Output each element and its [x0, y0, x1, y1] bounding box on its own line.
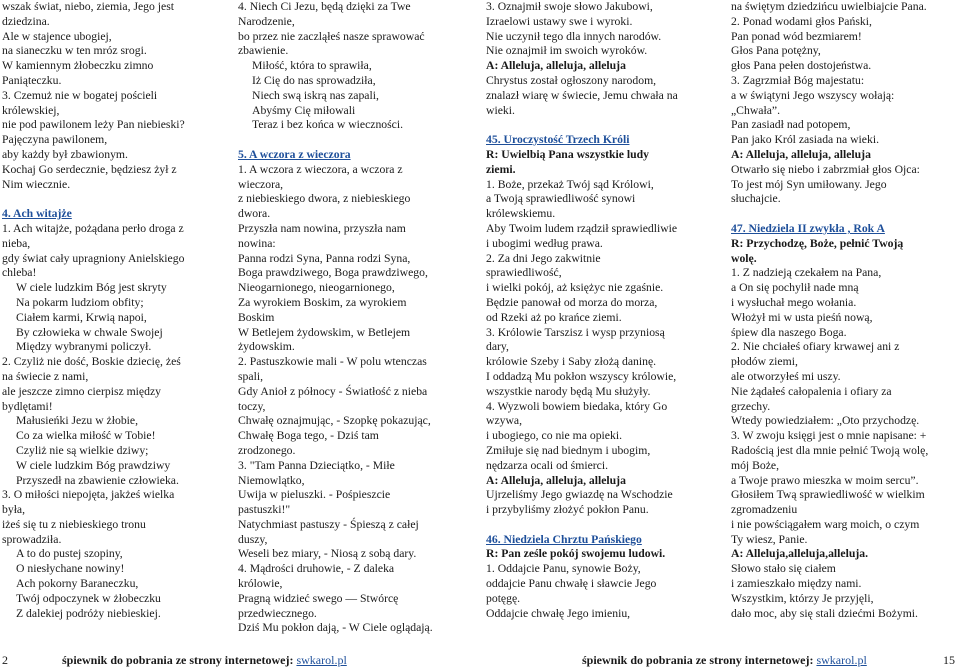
text-line: Małusieńki Jezu w żłobie, — [16, 414, 139, 428]
text-line: Ale w stajence ubogiej, — [2, 29, 112, 43]
text-line: 2. Nie chciałeś ofiary krwawej ani z — [731, 340, 900, 354]
text-line: Miłość, która to sprawiła, — [252, 59, 372, 73]
text-line: Pan jako Król zasiada na wieki. — [731, 133, 879, 147]
footer-link-left[interactable]: swkarol.pl — [296, 653, 347, 667]
text-column-1 — [2, 0, 232, 640]
text-line: słuchajcie. — [731, 192, 781, 206]
text-line: Teraz i bez końca w wieczności. — [252, 118, 404, 132]
text-line: a Twoje prawo mieszka w moim sercu”. — [731, 473, 919, 487]
text-line: sprawiedliwość, — [486, 266, 562, 280]
text-line: Ty wiesz, Panie. — [731, 532, 808, 546]
footer-caption-left — [62, 651, 347, 669]
text-line: Będzie panował od morza do morza, — [486, 295, 658, 309]
text-line: 3. Oznajmił swoje słowo Jakubowi, — [486, 0, 653, 13]
text-line: Czyliż nie są wielkie dziwy; — [16, 443, 149, 457]
text-line: Boga prawdziwego, Boga prawdziwego, — [238, 266, 428, 280]
text-line: królowie, — [238, 577, 283, 591]
text-line: i wysłuchał mego wołania. — [731, 295, 857, 309]
text-line: A to do pustej szopiny, — [16, 547, 123, 561]
text-line: Zmiłuje się nad biednym i ubogim, — [486, 443, 651, 457]
text-line: dało moc, aby się stali dziećmi Bożymi. — [731, 606, 918, 620]
text-line: Wtedy powiedziałem: „Oto przychodzę. — [731, 414, 920, 428]
text-line: Izraelowi ustawy swe i wyroki. — [486, 14, 633, 28]
text-line: 1. Ach witajże, pożądana perło droga z — [2, 221, 184, 235]
text-line: Nie uczynił tego dla innych narodów. — [486, 29, 662, 43]
text-line: płodów ziemi, — [731, 355, 798, 369]
text-line: Wszystkim, którzy Je przyjęli, — [731, 591, 874, 605]
text-line: bydlętami! — [2, 399, 53, 413]
text-line: 3. O miłości niepojęta, jakżeś wielka — [2, 488, 175, 502]
text-line: Przyszła nam nowina, przyszła nam — [238, 221, 406, 235]
text-line: Między wybranymi policzył. — [16, 340, 152, 354]
text-line: duszy, — [238, 532, 268, 546]
text-line: wieki. — [486, 103, 515, 117]
footer-caption-text: śpiewnik do pobrania ze strony internetowej: — [582, 653, 817, 667]
text-line: ale otworzyłeś mi uszy. — [731, 369, 841, 383]
text-line: a w świątyni Jego wszyscy wołają: — [731, 88, 895, 102]
spacer — [486, 518, 722, 533]
refrain-line: R: Przychodzę, Boże, pełnić Twoją — [731, 236, 904, 250]
text-line: znalazł wiarę w świecie, Jemu chwała na — [486, 88, 678, 102]
song-title: 45. Uroczystość Trzech Króli — [486, 133, 630, 147]
refrain-line: ziemi. — [486, 162, 516, 176]
text-line: 3. "Tam Panna Dzieciątko, - Miłe — [238, 458, 395, 472]
text-line: Otwarło się niebo i zabrzmiał głos Ojca: — [731, 162, 920, 176]
text-line: O niesłychane nowiny! — [16, 562, 125, 576]
text-line: i przybyliśmy złożyć pokłon Panu. — [486, 503, 649, 517]
text-line: 1. Boże, przekaż Twój sąd Królowi, — [486, 177, 654, 191]
text-line: 2. Czyliż nie dość, Boskie dziecię, żeś — [2, 355, 181, 369]
text-column-2 — [238, 0, 470, 640]
text-line: wszak świat, niebo, ziemia, Jego jest — [2, 0, 175, 13]
text-line: Pragną widzieć swego — Stwórcę — [238, 591, 399, 605]
text-line: Iż Cię do nas sprowadziła, — [252, 73, 376, 87]
text-line: zrodzonego. — [238, 443, 296, 457]
text-line: dziedzina. — [2, 14, 50, 28]
text-line: a On się pochylił nade mną — [731, 281, 859, 295]
footer-caption-right — [582, 651, 867, 669]
text-line: z niebieskiego dwora, z niebieskiego — [238, 192, 411, 206]
text-line: dary, — [486, 340, 509, 354]
text-line: 1. Oddajcie Panu, synowie Boży, — [486, 562, 641, 576]
text-line: a Twoją sprawiedliwość synowi — [486, 192, 636, 206]
text-line: 2. Ponad wodami głos Pański, — [731, 14, 872, 28]
text-line: Abyśmy Cię miłowali — [252, 103, 356, 117]
page-number-left: 2 — [2, 653, 8, 667]
song-title: 4. Ach witajże — [2, 207, 72, 221]
text-line: By człowieka w chwale Swojej — [16, 325, 163, 339]
text-line: „Chwała”. — [731, 103, 780, 117]
text-line: 3. Czemuż nie w bogatej pościeli — [2, 88, 158, 102]
text-line: przedwiecznego. — [238, 606, 317, 620]
text-line: W kamiennym żłobeczku zimno — [2, 59, 154, 73]
text-line: królowie Szeby i Saby złożą daninę. — [486, 355, 657, 369]
text-line: Chwałę Boga tego, - Dziś tam — [238, 429, 379, 443]
text-line: Nim wiecznie. — [2, 177, 71, 191]
text-line: Chwałę oznajmując, - Szopkę pokazując, — [238, 414, 431, 428]
text-line: na sianeczku w ten mróz srogi. — [2, 44, 147, 58]
text-line: nie pod pawilonem leży Pan niebieski? — [2, 118, 185, 132]
text-line: W ciele ludzkim Bóg prawdziwy — [16, 458, 171, 472]
text-line: wszystkie narody będą Mu służyły. — [486, 384, 651, 398]
text-line: zbawienie. — [238, 44, 289, 58]
footer-caption-text: śpiewnik do pobrania ze strony internetowej: — [62, 653, 297, 667]
refrain-line: A: Alleluja, alleluja, alleluja — [731, 147, 871, 161]
text-line: Co za wielka miłość w Tobie! — [16, 429, 156, 443]
text-line: nieba, — [2, 236, 31, 250]
text-line: iżeś się tu z niebieskiego tronu — [2, 517, 146, 531]
text-line: 2. Za dni Jego zakwitnie — [486, 251, 601, 265]
text-line: Nieogarnionego, nieogarnionego, — [238, 281, 395, 295]
text-line: Gdy Anioł z północy - Światłość z nieba — [238, 384, 428, 398]
text-line: W ciele ludzkim Bóg jest skryty — [16, 281, 167, 295]
refrain-line: A: Alleluja,alleluja,alleluja. — [731, 547, 868, 561]
text-line: nowina: — [238, 236, 276, 250]
text-line: 3. Królowie Tarszisz i wysp przyniosą — [486, 325, 665, 339]
text-line: 1. Z nadzieją czekałem na Pana, — [731, 266, 882, 280]
refrain-line: A: Alleluja, alleluja, alleluja — [486, 59, 626, 73]
text-line: śpiew dla naszego Boga. — [731, 325, 847, 339]
text-line: grzechy. — [731, 399, 771, 413]
text-line: królewskiemu. — [486, 207, 556, 221]
text-line: na świecie z nami, — [2, 369, 89, 383]
text-line: Natychmiast pastuszy - Śpieszą z całej — [238, 517, 419, 531]
text-line: pastuszki!" — [238, 503, 291, 517]
text-line: Ach pokorny Baraneczku, — [16, 577, 139, 591]
spacer — [2, 192, 232, 207]
refrain-line: R: Pan ześle pokój swojemu ludowi. — [486, 547, 666, 561]
text-line: Narodzenie, — [238, 14, 295, 28]
text-line: bo przez nie zaczląłeś nasze sprawować — [238, 29, 425, 43]
song-title: 47. Niedziela II zwykła , Rok A — [731, 221, 885, 235]
text-line: Nie żądałeś całopalenia i ofiary za — [731, 384, 892, 398]
text-line: Twój odpoczynek w żłobeczku — [16, 591, 161, 605]
text-line: królewskiej, — [2, 103, 60, 117]
song-title: 46. Niedziela Chrztu Pańskiego — [486, 532, 642, 546]
text-line: aby każdy był zbawionym. — [2, 147, 128, 161]
text-line: chleba! — [2, 266, 37, 280]
text-line: W Betlejem żydowskim, w Betlejem — [238, 325, 411, 339]
text-line: Oddajcie chwałę Jego imieniu, — [486, 606, 631, 620]
text-line: Włożył mi w usta pieśń nową, — [731, 310, 873, 324]
text-line: sprowadziła. — [2, 532, 62, 546]
text-line: mój Boże, — [731, 458, 780, 472]
text-line: Pan ponad wód bezmiarem! — [731, 29, 862, 43]
page-footer — [0, 651, 960, 669]
text-line: I oddadzą Mu pokłon wszyscy królowie, — [486, 369, 677, 383]
text-line: Kochaj Go serdecznie, będziesz żył z — [2, 162, 177, 176]
text-column-4 — [731, 0, 959, 640]
text-line: Pan zasiadł nad potopem, — [731, 118, 851, 132]
text-line: 1. A wczora z wieczora, a wczora z — [238, 162, 403, 176]
text-line: i zamieszkało między nami. — [731, 577, 862, 591]
text-line: na świętym dziedzińcu uwielbiajcie Pana. — [731, 0, 927, 13]
text-line: i ubogiego, co nie ma opieki. — [486, 429, 622, 443]
text-line: wzywa, — [486, 414, 523, 428]
refrain-line: A: Alleluja, alleluja, alleluja — [486, 473, 626, 487]
text-line: Chrystus został ogłoszony narodom, — [486, 73, 657, 87]
text-line: i wielki pokój, aż księżyc nie zgaśnie. — [486, 281, 664, 295]
text-line: Radością jest dla mnie pełnić Twoją wolę, — [731, 443, 929, 457]
text-line: Niemowlątko, — [238, 473, 305, 487]
text-line: 2. Pastuszkowie mali - W polu wtenczas — [238, 355, 427, 369]
spacer — [486, 118, 722, 133]
text-line: Nie oznajmił im swoich wyroków. — [486, 44, 648, 58]
text-line: To jest mój Syn umiłowany. Jego — [731, 177, 887, 191]
text-line: Ciałem karmi, Krwią napoi, — [16, 310, 147, 324]
text-line: Głos Pana potężny, — [731, 44, 821, 58]
text-line: Z dalekiej podróży niebieskiej. — [16, 606, 161, 620]
spacer — [731, 207, 959, 222]
text-line: Niech swą iskrą nas zapali, — [252, 88, 379, 102]
text-line: Aby Twoim ludem rządził sprawiedliwie — [486, 221, 678, 235]
text-line: od Rzeki aż po krańce ziemi. — [486, 310, 622, 324]
text-line: zgromadzeniu — [731, 503, 798, 517]
text-line: Pajęczyna pawilonem, — [2, 133, 108, 147]
text-line: 4. Wyzwoli bowiem biedaka, który Go — [486, 399, 668, 413]
text-line: Dziś Mu pokłon dają, - W Ciele oglądają. — [238, 621, 433, 635]
text-line: Głosiłem Twą sprawiedliwość w wielkim — [731, 488, 925, 502]
text-line: była, — [2, 503, 26, 517]
text-line: nędzarza ocali od śmierci. — [486, 458, 609, 472]
page-number-right: 15 — [943, 653, 955, 667]
text-line: Słowo stało się ciałem — [731, 562, 836, 576]
text-line: 3. W zwoju księgi jest o mnie napisane: + — [731, 429, 927, 443]
refrain-line: wolę. — [731, 251, 757, 265]
text-line: i ubogimi według prawa. — [486, 236, 603, 250]
text-column-3 — [486, 0, 722, 640]
text-line: gdy świat cały upragniony Anielskiego — [2, 251, 185, 265]
text-line: Boskim — [238, 310, 275, 324]
text-line: Za wyrokiem Boskim, za wyrokiem — [238, 295, 407, 309]
text-line: Panna rodzi Syna, Panna rodzi Syna, — [238, 251, 411, 265]
text-line: 4. Niech Ci Jezu, będą dzięki za Twe — [238, 0, 411, 13]
footer-link-right[interactable]: swkarol.pl — [816, 653, 867, 667]
text-line: toczy, — [238, 399, 266, 413]
text-line: oddajcie Panu chwałę i sławcie Jego — [486, 577, 657, 591]
text-line: Ujrzeliśmy Jego gwiazdę na Wschodzie — [486, 488, 673, 502]
text-line: głos Pana pełen dostojeństwa. — [731, 59, 872, 73]
text-line: 3. Zagrzmiał Bóg majestatu: — [731, 73, 865, 87]
spacer — [238, 133, 470, 148]
text-line: Uwija w pieluszki. - Pośpieszcie — [238, 488, 391, 502]
text-line: ale jeszcze zimno cierpisz między — [2, 384, 161, 398]
refrain-line: R: Uwielbią Pana wszystkie ludy — [486, 147, 649, 161]
text-line: i nie powściągałem warg moich, o czym — [731, 517, 920, 531]
song-title: 5. A wczora z wieczora — [238, 147, 351, 161]
text-line: potęgę. — [486, 591, 521, 605]
text-line: dwora. — [238, 207, 271, 221]
text-line: wieczora, — [238, 177, 284, 191]
text-line: 4. Mądrości druhowie, - Z daleka — [238, 562, 395, 576]
text-line: Na pokarm ludziom obfity; — [16, 295, 144, 309]
text-line: Przyszedł na zbawienie człowieka. — [16, 473, 179, 487]
text-line: Paniąteczku. — [2, 73, 62, 87]
text-line: spali, — [238, 369, 263, 383]
text-line: Weseli bez miary, - Niosą z sobą dary. — [238, 547, 417, 561]
text-line: żydowskim. — [238, 340, 295, 354]
